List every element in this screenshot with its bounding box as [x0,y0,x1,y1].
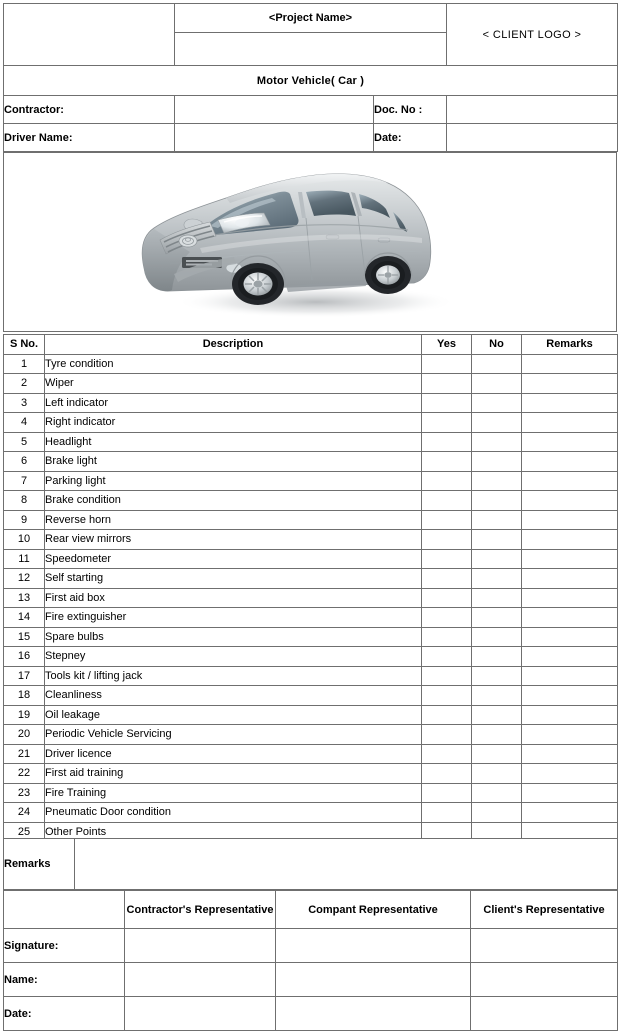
date-label: Date: [374,124,447,152]
silver-minivan-car-photo [130,156,490,328]
checklist-no-cell[interactable] [472,666,522,686]
checklist-no-cell[interactable] [472,744,522,764]
checklist-description: Rear view mirrors [45,530,422,550]
signature-corner-cell [4,891,125,929]
checklist-remarks-cell[interactable] [522,647,618,667]
table-row [4,374,618,394]
table-row [4,471,618,491]
checklist-remarks-cell[interactable] [522,725,618,745]
signature-row-label: Name: [4,963,125,997]
checklist-no-cell[interactable] [472,686,522,706]
checklist-remarks-cell[interactable] [522,686,618,706]
checklist-description: First aid box [45,588,422,608]
checklist-remarks-cell[interactable] [522,783,618,803]
table-row [4,354,618,374]
driver-name-label: Driver Name: [4,124,175,152]
checklist-no-cell[interactable] [472,588,522,608]
signature-column-company: Compant Representative [276,891,471,929]
checklist-description: Spare bulbs [45,627,422,647]
checklist-remarks-cell[interactable] [522,471,618,491]
table-row [4,725,618,745]
checklist-sno: 17 [4,666,45,686]
checklist-remarks-cell[interactable] [522,354,618,374]
signature-body [4,929,618,1031]
column-header-remarks: Remarks [522,335,618,355]
checklist-sno: 13 [4,588,45,608]
checklist-sno: 19 [4,705,45,725]
signature-company-cell[interactable] [276,963,471,997]
checklist-sno: 14 [4,608,45,628]
checklist-sno: 12 [4,569,45,589]
signature-contractor-cell[interactable] [125,997,276,1031]
checklist-description: Self starting [45,569,422,589]
table-row [4,510,618,530]
remarks-input-cell[interactable] [75,839,618,890]
checklist-sno: 8 [4,491,45,511]
checklist-no-cell[interactable] [472,725,522,745]
signature-contractor-cell[interactable] [125,963,276,997]
signature-contractor-cell[interactable] [125,929,276,963]
checklist-remarks-cell[interactable] [522,744,618,764]
checklist-yes-cell[interactable] [422,393,472,413]
checklist-sno: 7 [4,471,45,491]
checklist-yes-cell[interactable] [422,452,472,472]
table-row [4,608,618,628]
checklist-yes-cell[interactable] [422,803,472,823]
checklist-sno: 24 [4,803,45,823]
checklist-sno: 1 [4,354,45,374]
checklist-remarks-cell[interactable] [522,705,618,725]
form-title-banner: Motor Vehicle( Car ) [4,66,618,96]
contractor-input-cell[interactable] [175,96,374,124]
table-row [4,783,618,803]
header-row-contractor [4,96,618,124]
checklist-remarks-cell[interactable] [522,413,618,433]
checklist-remarks-cell[interactable] [522,569,618,589]
checklist-sno: 10 [4,530,45,550]
inspection-checklist-table [3,334,618,842]
remarks-row [4,839,618,890]
table-row [4,432,618,452]
checklist-yes-cell[interactable] [422,588,472,608]
checklist-sno: 3 [4,393,45,413]
table-row [4,705,618,725]
table-row [4,530,618,550]
checklist-no-cell[interactable] [472,413,522,433]
checklist-yes-cell[interactable] [422,686,472,706]
checklist-remarks-cell[interactable] [522,393,618,413]
checklist-remarks-cell[interactable] [522,627,618,647]
checklist-no-cell[interactable] [472,393,522,413]
checklist-remarks-cell[interactable] [522,452,618,472]
checklist-description: Other Points [45,822,422,842]
contractor-label: Contractor: [4,96,175,124]
checklist-remarks-cell[interactable] [522,608,618,628]
checklist-description: Tyre condition [45,354,422,374]
driver-name-input-cell[interactable] [175,124,374,152]
checklist-yes-cell[interactable] [422,705,472,725]
checklist-sno: 11 [4,549,45,569]
checklist-no-cell[interactable] [472,530,522,550]
signature-row [4,997,618,1031]
table-row [4,647,618,667]
checklist-no-cell[interactable] [472,647,522,667]
signature-client-cell[interactable] [471,963,618,997]
table-row [4,764,618,784]
checklist-yes-cell[interactable] [422,354,472,374]
checklist-sno: 2 [4,374,45,394]
form-header-table [3,3,618,152]
checklist-yes-cell[interactable] [422,471,472,491]
vehicle-photo-table [3,152,617,332]
checklist-sno: 22 [4,764,45,784]
signature-client-cell[interactable] [471,997,618,1031]
vehicle-photo-cell [4,153,617,332]
checklist-no-cell[interactable] [472,569,522,589]
checklist-no-cell[interactable] [472,705,522,725]
checklist-yes-cell[interactable] [422,569,472,589]
checklist-description: First aid training [45,764,422,784]
checklist-description: Parking light [45,471,422,491]
project-name-title: <Project Name> [175,4,447,33]
checklist-yes-cell[interactable] [422,549,472,569]
table-row [4,744,618,764]
table-row [4,803,618,823]
checklist-description: Fire extinguisher [45,608,422,628]
checklist-sno: 20 [4,725,45,745]
checklist-no-cell[interactable] [472,627,522,647]
checklist-yes-cell[interactable] [422,647,472,667]
checklist-yes-cell[interactable] [422,530,472,550]
checklist-no-cell[interactable] [472,783,522,803]
checklist-remarks-cell[interactable] [522,588,618,608]
checklist-yes-cell[interactable] [422,432,472,452]
checklist-no-cell[interactable] [472,354,522,374]
checklist-sno: 9 [4,510,45,530]
checklist-yes-cell[interactable] [422,491,472,511]
signature-row [4,963,618,997]
checklist-no-cell[interactable] [472,491,522,511]
checklist-remarks-cell[interactable] [522,491,618,511]
checklist-description: Stepney [45,647,422,667]
signature-row-label: Date: [4,997,125,1031]
checklist-no-cell[interactable] [472,432,522,452]
checklist-yes-cell[interactable] [422,627,472,647]
column-header-description: Description [45,335,422,355]
table-row [4,393,618,413]
doc-no-label: Doc. No : [374,96,447,124]
client-logo-placeholder-cell[interactable]: < CLIENT LOGO > [447,4,618,66]
checklist-description: Brake condition [45,491,422,511]
doc-no-input-cell[interactable] [447,96,618,124]
checklist-yes-cell[interactable] [422,783,472,803]
checklist-sno: 21 [4,744,45,764]
checklist-description: Brake light [45,452,422,472]
vehicle-photo-row [4,153,617,332]
checklist-no-cell[interactable] [472,549,522,569]
signature-company-cell[interactable] [276,997,471,1031]
checklist-sno: 18 [4,686,45,706]
checklist-yes-cell[interactable] [422,764,472,784]
checklist-sno: 6 [4,452,45,472]
signature-row-label: Signature: [4,929,125,963]
checklist-no-cell[interactable] [472,510,522,530]
remarks-label: Remarks [4,839,75,890]
date-input-cell[interactable] [447,124,618,152]
checklist-description: Fire Training [45,783,422,803]
checklist-description: Headlight [45,432,422,452]
signature-column-contractor: Contractor's Representative [125,891,276,929]
table-row [4,588,618,608]
checklist-description: Cleanliness [45,686,422,706]
checklist-description: Oil leakage [45,705,422,725]
signature-table [3,890,618,1031]
checklist-no-cell[interactable] [472,471,522,491]
checklist-description: Right indicator [45,413,422,433]
header-row-project [4,4,618,33]
signature-company-cell[interactable] [276,929,471,963]
checklist-remarks-cell[interactable] [522,432,618,452]
checklist-remarks-cell[interactable] [522,374,618,394]
table-row [4,569,618,589]
checklist-remarks-cell[interactable] [522,549,618,569]
project-name-input-cell[interactable] [175,33,447,66]
checklist-description: Left indicator [45,393,422,413]
remarks-table [3,838,618,890]
checklist-no-cell[interactable] [472,374,522,394]
signature-row [4,929,618,963]
checklist-sno: 16 [4,647,45,667]
checklist-yes-cell[interactable] [422,608,472,628]
checklist-description: Reverse horn [45,510,422,530]
checklist-header-row [4,335,618,355]
checklist-remarks-cell[interactable] [522,764,618,784]
checklist-remarks-cell[interactable] [522,530,618,550]
checklist-no-cell[interactable] [472,608,522,628]
signature-header-row [4,891,618,929]
checklist-remarks-cell[interactable] [522,666,618,686]
table-row [4,666,618,686]
checklist-description: Driver licence [45,744,422,764]
checklist-yes-cell[interactable] [422,374,472,394]
header-row-banner [4,66,618,96]
column-header-sno: S No. [4,335,45,355]
checklist-yes-cell[interactable] [422,510,472,530]
checklist-remarks-cell[interactable] [522,510,618,530]
column-header-yes: Yes [422,335,472,355]
table-row [4,413,618,433]
checklist-no-cell[interactable] [472,803,522,823]
checklist-yes-cell[interactable] [422,666,472,686]
header-row-driver [4,124,618,152]
checklist-sno: 5 [4,432,45,452]
checklist-description: Tools kit / lifting jack [45,666,422,686]
checklist-sno: 23 [4,783,45,803]
checklist-remarks-cell[interactable] [522,803,618,823]
table-row [4,452,618,472]
table-row [4,491,618,511]
checklist-sno: 25 [4,822,45,842]
checklist-yes-cell[interactable] [422,744,472,764]
company-logo-placeholder-cell[interactable] [4,4,175,66]
checklist-sno: 4 [4,413,45,433]
checklist-no-cell[interactable] [472,452,522,472]
table-row [4,627,618,647]
checklist-yes-cell[interactable] [422,413,472,433]
checklist-description: Periodic Vehicle Servicing [45,725,422,745]
checklist-no-cell[interactable] [472,764,522,784]
checklist-yes-cell[interactable] [422,725,472,745]
checklist-sno: 15 [4,627,45,647]
signature-column-client: Client's Representative [471,891,618,929]
checklist-description: Speedometer [45,549,422,569]
checklist-description: Pneumatic Door condition [45,803,422,823]
checklist-body [4,354,618,842]
table-row [4,686,618,706]
signature-client-cell[interactable] [471,929,618,963]
column-header-no: No [472,335,522,355]
checklist-description: Wiper [45,374,422,394]
table-row [4,549,618,569]
